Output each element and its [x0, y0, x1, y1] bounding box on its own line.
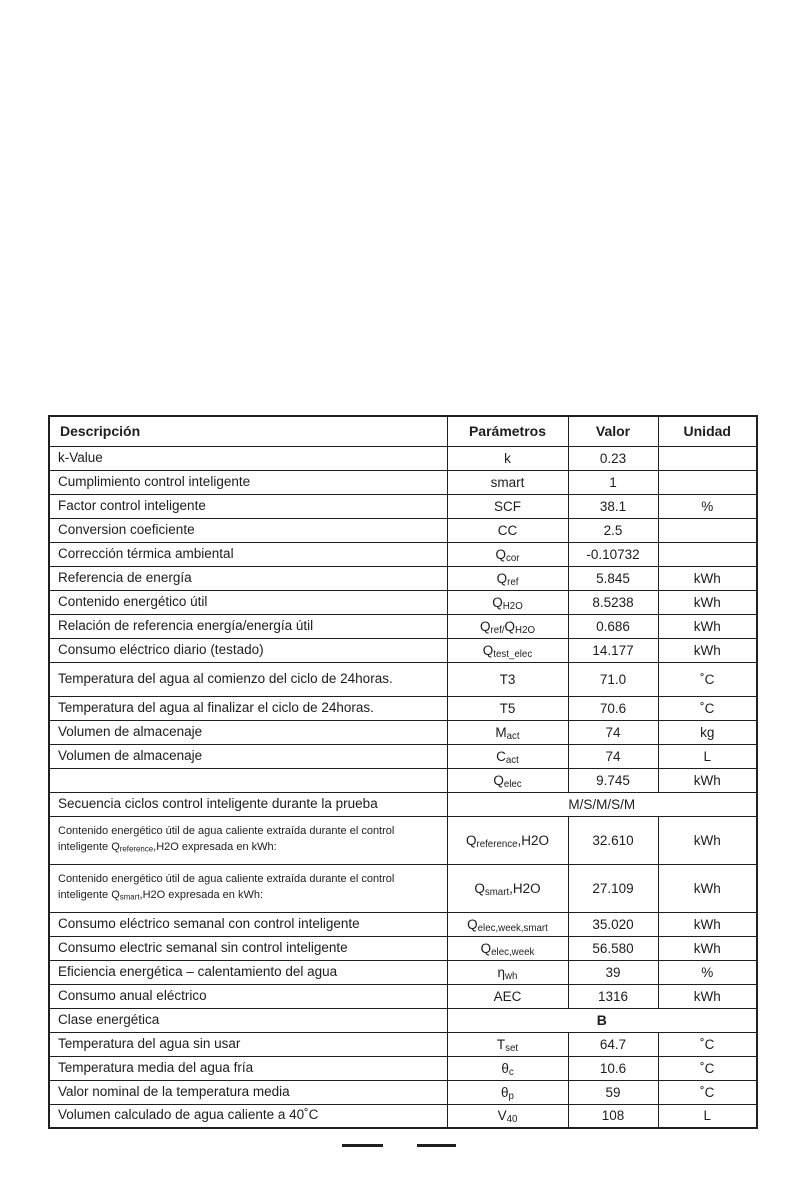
cell-value: 35.020: [568, 912, 658, 936]
cell-value: 108: [568, 1104, 658, 1128]
cell-parameter: k: [447, 446, 568, 470]
cell-description: k-Value: [49, 446, 447, 470]
cell-parameter: $C_{act}$: [447, 744, 568, 768]
cell-description: Consumo anual eléctrico: [49, 984, 447, 1008]
cell-parameter: $\theta_p$: [447, 1080, 568, 1104]
cell-unit: %: [658, 494, 757, 518]
cell-parameter: T3: [447, 662, 568, 696]
table-row: [49, 1104, 757, 1128]
cell-unit: %: [658, 960, 757, 984]
cell-unit: kWh: [658, 566, 757, 590]
table-row: [49, 638, 757, 662]
cell-unit: kWh: [658, 984, 757, 1008]
cell-parameter: $\theta_c$: [447, 1056, 568, 1080]
header-valor: Valor: [568, 416, 658, 446]
cell-value: 9.745: [568, 768, 658, 792]
cell-description: Consumo eléctrico diario (testado): [49, 638, 447, 662]
table-row: [49, 864, 757, 912]
cell-parameter: $Q_{elec,week}$: [447, 936, 568, 960]
cell-unit: [658, 446, 757, 470]
cell-description: Contenido energético útil de agua caliente extraída durante el control inteligente $Q_{smart},H2O$ expresada en kWh:: [49, 864, 447, 912]
table-row: [49, 590, 757, 614]
cell-description: Temperatura del agua sin usar: [49, 1032, 447, 1056]
cell-value: 0.23: [568, 446, 658, 470]
cell-unit: kWh: [658, 614, 757, 638]
table-row: [49, 912, 757, 936]
cell-description: Conversion coeficiente: [49, 518, 447, 542]
cell-parameter: $Q_{ref/}Q_{H2O}$: [447, 614, 568, 638]
table-row: [49, 542, 757, 566]
cell-description: Corrección térmica ambiental: [49, 542, 447, 566]
cell-description: Contenido energético útil de agua caliente extraída durante el control inteligente $Q_{reference},H2O$ expresada en kWh:: [49, 816, 447, 864]
cell-unit: L: [658, 1104, 757, 1128]
cell-merged-value: B: [447, 1008, 757, 1032]
table-row: [49, 446, 757, 470]
cell-unit: kWh: [658, 638, 757, 662]
cell-unit: ˚C: [658, 1080, 757, 1104]
cell-unit: kWh: [658, 912, 757, 936]
table-row: [49, 518, 757, 542]
table-row: [49, 494, 757, 518]
cell-description: Volumen de almacenaje: [49, 744, 447, 768]
cell-value: 38.1: [568, 494, 658, 518]
cell-parameter: $Q_{H2O}$: [447, 590, 568, 614]
table-row: [49, 744, 757, 768]
cell-unit: ˚C: [658, 1032, 757, 1056]
cell-value: 1316: [568, 984, 658, 1008]
cell-value: 64.7: [568, 1032, 658, 1056]
cell-description: Clase energética: [49, 1008, 447, 1032]
cell-value: 27.109: [568, 864, 658, 912]
cell-parameter: CC: [447, 518, 568, 542]
cell-unit: ˚C: [658, 662, 757, 696]
cell-description: Temperatura del agua al comienzo del ciclo de 24horas.: [49, 662, 447, 696]
cell-value: 5.845: [568, 566, 658, 590]
cell-description: Relación de referencia energía/energía útil: [49, 614, 447, 638]
cell-value: 71.0: [568, 662, 658, 696]
cell-description: Consumo electric semanal sin control inteligente: [49, 936, 447, 960]
cell-value: 8.5238: [568, 590, 658, 614]
cell-parameter: smart: [447, 470, 568, 494]
table-row: [49, 662, 757, 696]
header-unidad: Unidad: [658, 416, 757, 446]
cell-description: Contenido energético útil: [49, 590, 447, 614]
cell-description: Eficiencia energética – calentamiento del agua: [49, 960, 447, 984]
cell-value: 74: [568, 720, 658, 744]
table-header-row: [49, 416, 757, 446]
table-row: [49, 614, 757, 638]
table-row: [49, 768, 757, 792]
footer-dash-left: [342, 1144, 383, 1147]
cell-parameter: $V_{40}$: [447, 1104, 568, 1128]
cell-description: Consumo eléctrico semanal con control inteligente: [49, 912, 447, 936]
cell-value: 14.177: [568, 638, 658, 662]
cell-unit: [658, 470, 757, 494]
cell-description: Factor control inteligente: [49, 494, 447, 518]
parameters-table: [48, 415, 758, 1129]
cell-value: 74: [568, 744, 658, 768]
cell-unit: [658, 542, 757, 566]
cell-description: Referencia de energía: [49, 566, 447, 590]
cell-unit: kWh: [658, 590, 757, 614]
table-row: [49, 470, 757, 494]
cell-merged-value: M/S/M/S/M: [447, 792, 757, 816]
cell-parameter: $M_{act}$: [447, 720, 568, 744]
cell-parameter: $\eta_{wh}$: [447, 960, 568, 984]
cell-unit: ˚C: [658, 1056, 757, 1080]
cell-description: [49, 768, 447, 792]
cell-value: -0.10732: [568, 542, 658, 566]
table-row: [49, 792, 757, 816]
cell-parameter: $Q_{elec}$: [447, 768, 568, 792]
cell-description: Volumen de almacenaje: [49, 720, 447, 744]
cell-parameter: $Q_{smart},H2O$: [447, 864, 568, 912]
cell-value: 2.5: [568, 518, 658, 542]
cell-unit: kg: [658, 720, 757, 744]
cell-description: Temperatura del agua al finalizar el ciclo de 24horas.: [49, 696, 447, 720]
cell-parameter: SCF: [447, 494, 568, 518]
cell-unit: L: [658, 744, 757, 768]
table-row: [49, 984, 757, 1008]
cell-value: 0.686: [568, 614, 658, 638]
cell-value: 59: [568, 1080, 658, 1104]
cell-unit: ˚C: [658, 696, 757, 720]
cell-value: 56.580: [568, 936, 658, 960]
cell-value: 32.610: [568, 816, 658, 864]
cell-unit: kWh: [658, 768, 757, 792]
footer-dash-right: [417, 1144, 456, 1147]
table-row: [49, 816, 757, 864]
header-descripcion: Descripción: [49, 416, 447, 446]
cell-parameter: AEC: [447, 984, 568, 1008]
cell-value: 70.6: [568, 696, 658, 720]
cell-unit: kWh: [658, 864, 757, 912]
table-header: [49, 416, 757, 446]
table-row: [49, 566, 757, 590]
cell-parameter: $Q_{reference},H2O$: [447, 816, 568, 864]
cell-parameter: $Q_{elec,week,smart}$: [447, 912, 568, 936]
cell-parameter: $T_{set}$: [447, 1032, 568, 1056]
cell-value: 39: [568, 960, 658, 984]
cell-parameter: $Q_{test\_elec}$: [447, 638, 568, 662]
cell-description: Secuencia ciclos control inteligente durante la prueba: [49, 792, 447, 816]
cell-unit: kWh: [658, 816, 757, 864]
cell-unit: kWh: [658, 936, 757, 960]
table-row: [49, 696, 757, 720]
cell-unit: [658, 518, 757, 542]
header-parametros: Parámetros: [447, 416, 568, 446]
cell-description: Volumen calculado de agua caliente a 40˚C: [49, 1104, 447, 1128]
table-row: [49, 1080, 757, 1104]
table-row: [49, 936, 757, 960]
table-row: [49, 1008, 757, 1032]
table-row: [49, 1032, 757, 1056]
table-row: [49, 1056, 757, 1080]
cell-parameter: T5: [447, 696, 568, 720]
cell-value: 10.6: [568, 1056, 658, 1080]
cell-description: Cumplimiento control inteligente: [49, 470, 447, 494]
cell-parameter: $Q_{ref}$: [447, 566, 568, 590]
cell-parameter: $Q_{cor}$: [447, 542, 568, 566]
cell-description: Temperatura media del agua fría: [49, 1056, 447, 1080]
table-row: [49, 960, 757, 984]
table-row: [49, 720, 757, 744]
table-body: [49, 446, 757, 1128]
cell-description: Valor nominal de la temperatura media: [49, 1080, 447, 1104]
cell-value: 1: [568, 470, 658, 494]
